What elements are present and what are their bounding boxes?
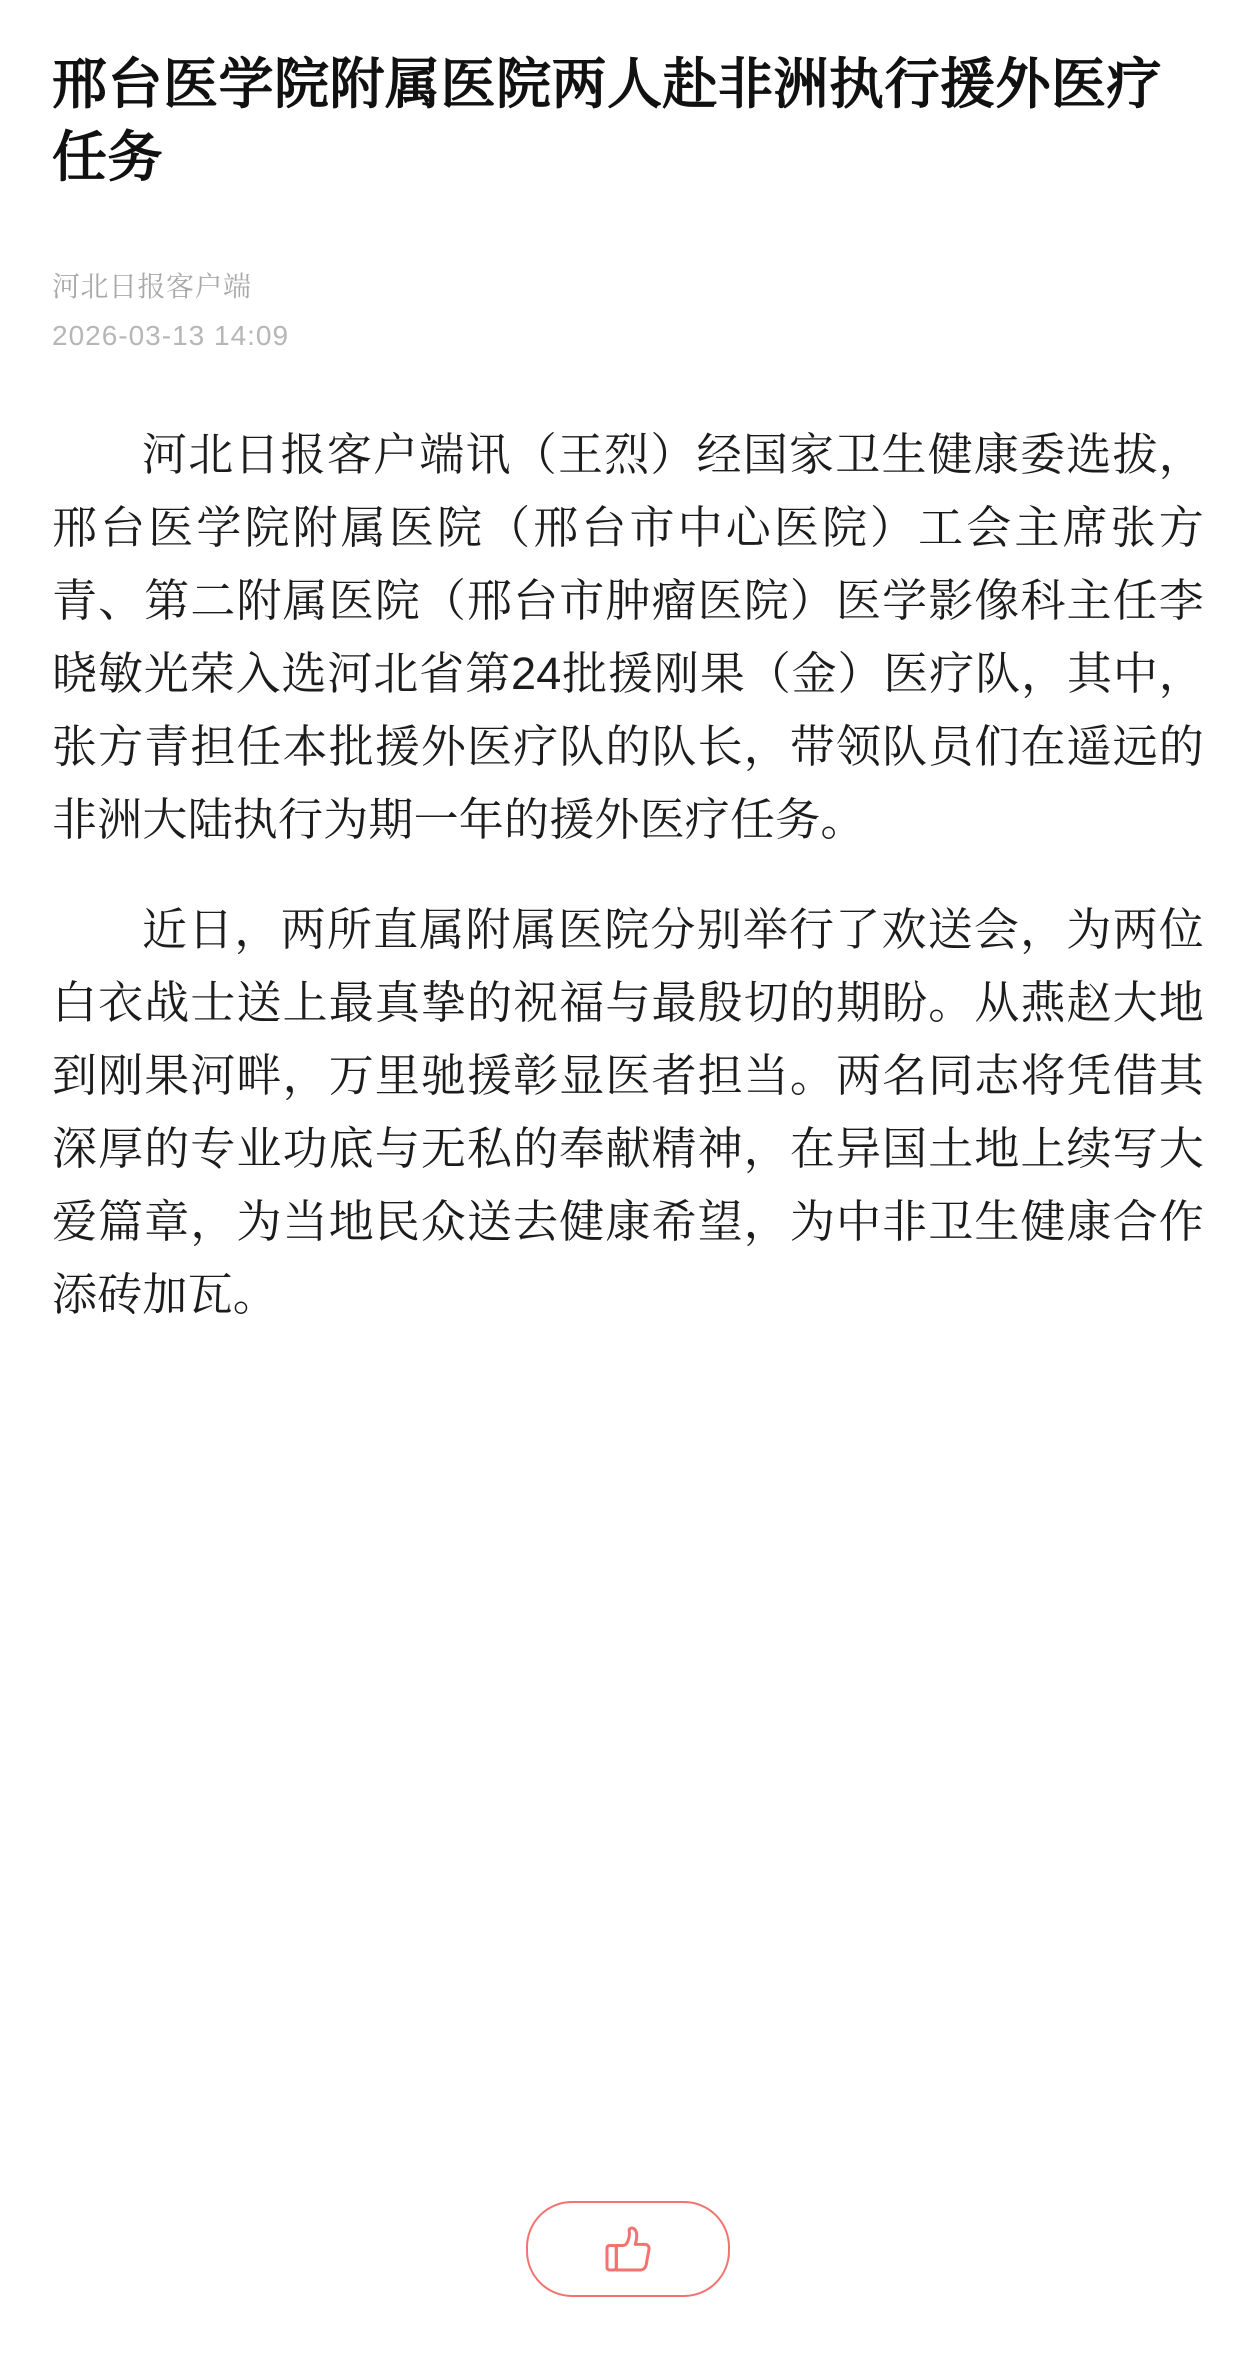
article-meta bbox=[52, 266, 1204, 359]
like-bar bbox=[52, 2201, 1204, 2361]
article-body bbox=[52, 419, 1204, 1332]
thumbs-up-icon bbox=[600, 2221, 656, 2277]
article-paragraph: 近日，两所直属附属医院分别举行了欢送会，为两位白衣战士送上最真挚的祝福与最殷切的期盼。从燕赵大地到刚果河畔，万里驰援彰显医者担当。两名同志将凭借其深厚的专业功底与无私的奉献精神，在异国土地上续写大爱篇章，为当地民众送去健康希望，为中非卫生健康合作添砖加瓦。 bbox=[52, 904, 1204, 1320]
article-timestamp: 2026-03-13 14:09 bbox=[52, 320, 290, 352]
like-button[interactable] bbox=[526, 2201, 730, 2297]
content-spacer bbox=[52, 1332, 1204, 2201]
page-title: 邢台医学院附属医院两人赴非洲执行援外医疗任务 bbox=[52, 53, 1163, 189]
article-source: 河北日报客户端 bbox=[52, 271, 252, 303]
article-paragraph: 河北日报客户端讯（王烈）经国家卫生健康委选拔，邢台医学院附属医院（邢台市中心医院）工会主席张方青、第二附属医院（邢台市肿瘤医院）医学影像科主任李晓敏光荣入选河北省第24批援刚果（金）医疗队，其中，张方青担任本批援外医疗队的队长，带领队员们在遥远的非洲大陆执行为期一年的援外医疗任务。 bbox=[52, 429, 1204, 845]
